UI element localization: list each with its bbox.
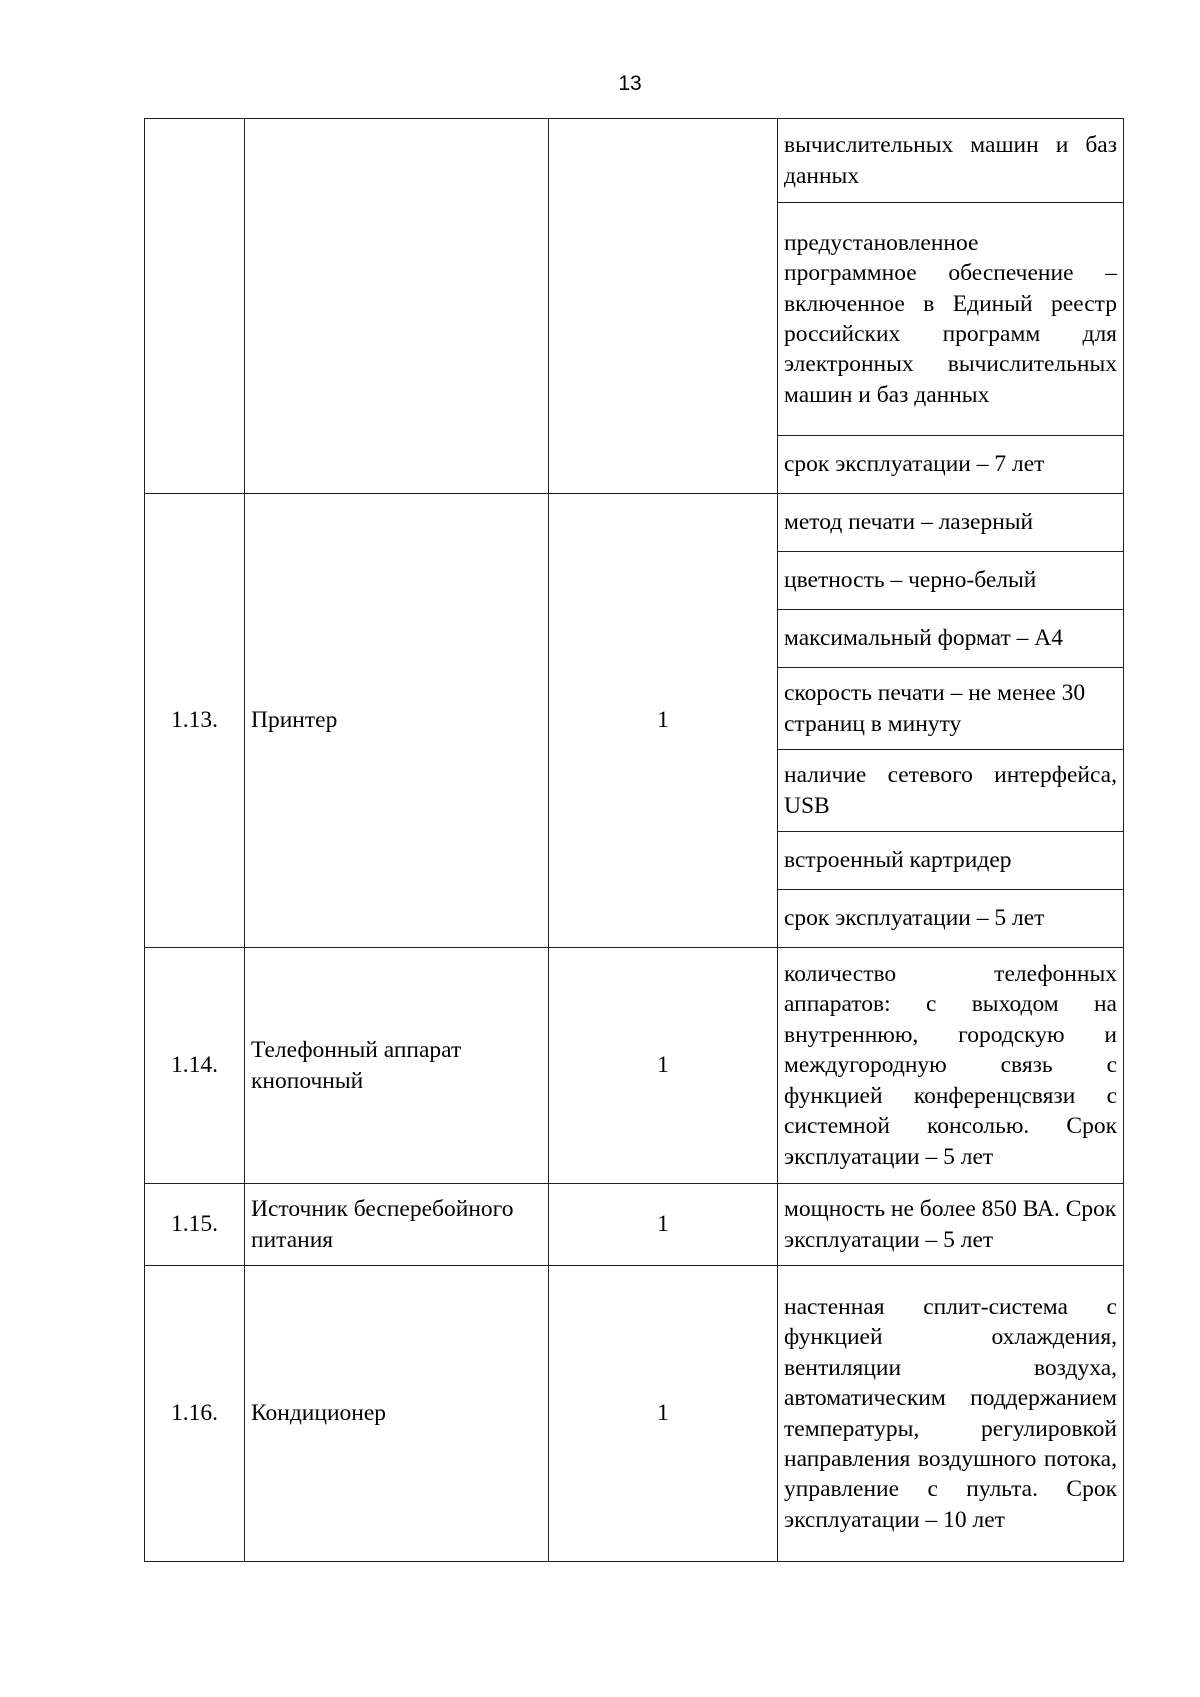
table-row bbox=[145, 119, 1124, 203]
item-quantity: 1 bbox=[549, 948, 778, 1184]
item-number: 1.15. bbox=[145, 1184, 245, 1266]
property-cell: цветность – черно-белый bbox=[778, 552, 1124, 610]
property-cell: метод печати – лазерный bbox=[778, 494, 1124, 552]
property-cell: наличие сетевого интерфейса, USB bbox=[778, 750, 1124, 832]
property-cell: количество телефонных аппаратов: с выходом на внутреннюю, городскую и междугородную связь с функцией конференцсвязи с системной консолью. Срок эксплуатации – 5 лет bbox=[778, 948, 1124, 1184]
item-name: Кондиционер bbox=[245, 1266, 549, 1562]
property-cell: срок эксплуатации – 5 лет bbox=[778, 890, 1124, 948]
item-quantity: 1 bbox=[549, 494, 778, 948]
item-number: 1.14. bbox=[145, 948, 245, 1184]
quantity-cell bbox=[549, 119, 778, 494]
property-cell: мощность не более 850 ВА. Срок эксплуатации – 5 лет bbox=[778, 1184, 1124, 1266]
table-row bbox=[145, 1184, 1124, 1266]
equipment-table bbox=[144, 118, 1124, 1562]
item-name: Источник бесперебойного питания bbox=[245, 1184, 549, 1266]
property-cell: встроенный картридер bbox=[778, 832, 1124, 890]
table-row bbox=[145, 494, 1124, 552]
property-cell: срок эксплуатации – 7 лет bbox=[778, 436, 1124, 494]
name-cell bbox=[245, 119, 549, 494]
property-cell: скорость печати – не менее 30 страниц в минуту bbox=[778, 668, 1124, 750]
item-name: Принтер bbox=[245, 494, 549, 948]
table-row bbox=[145, 1266, 1124, 1562]
item-number: 1.16. bbox=[145, 1266, 245, 1562]
item-name: Телефонный аппарат кнопочный bbox=[245, 948, 549, 1184]
item-number: 1.13. bbox=[145, 494, 245, 948]
property-cell: настенная сплит-система с функцией охлаждения, вентиляции воздуха, автоматическим поддержанием температуры, регулировкой направления воздушного потока, управление с пульта. Срок эксплуатации – 10 лет bbox=[778, 1266, 1124, 1562]
table-row bbox=[145, 948, 1124, 1184]
property-cell: максимальный формат – А4 bbox=[778, 610, 1124, 668]
property-cell: предустановленное программное обеспечение – включенное в Единый реестр российских программ для электронных вычислительных машин и баз данных bbox=[778, 203, 1124, 436]
page-number: 13 bbox=[618, 72, 642, 95]
number-cell bbox=[145, 119, 245, 494]
item-quantity: 1 bbox=[549, 1266, 778, 1562]
item-quantity: 1 bbox=[549, 1184, 778, 1266]
property-cell: вычислительных машин и баз данных bbox=[778, 119, 1124, 203]
